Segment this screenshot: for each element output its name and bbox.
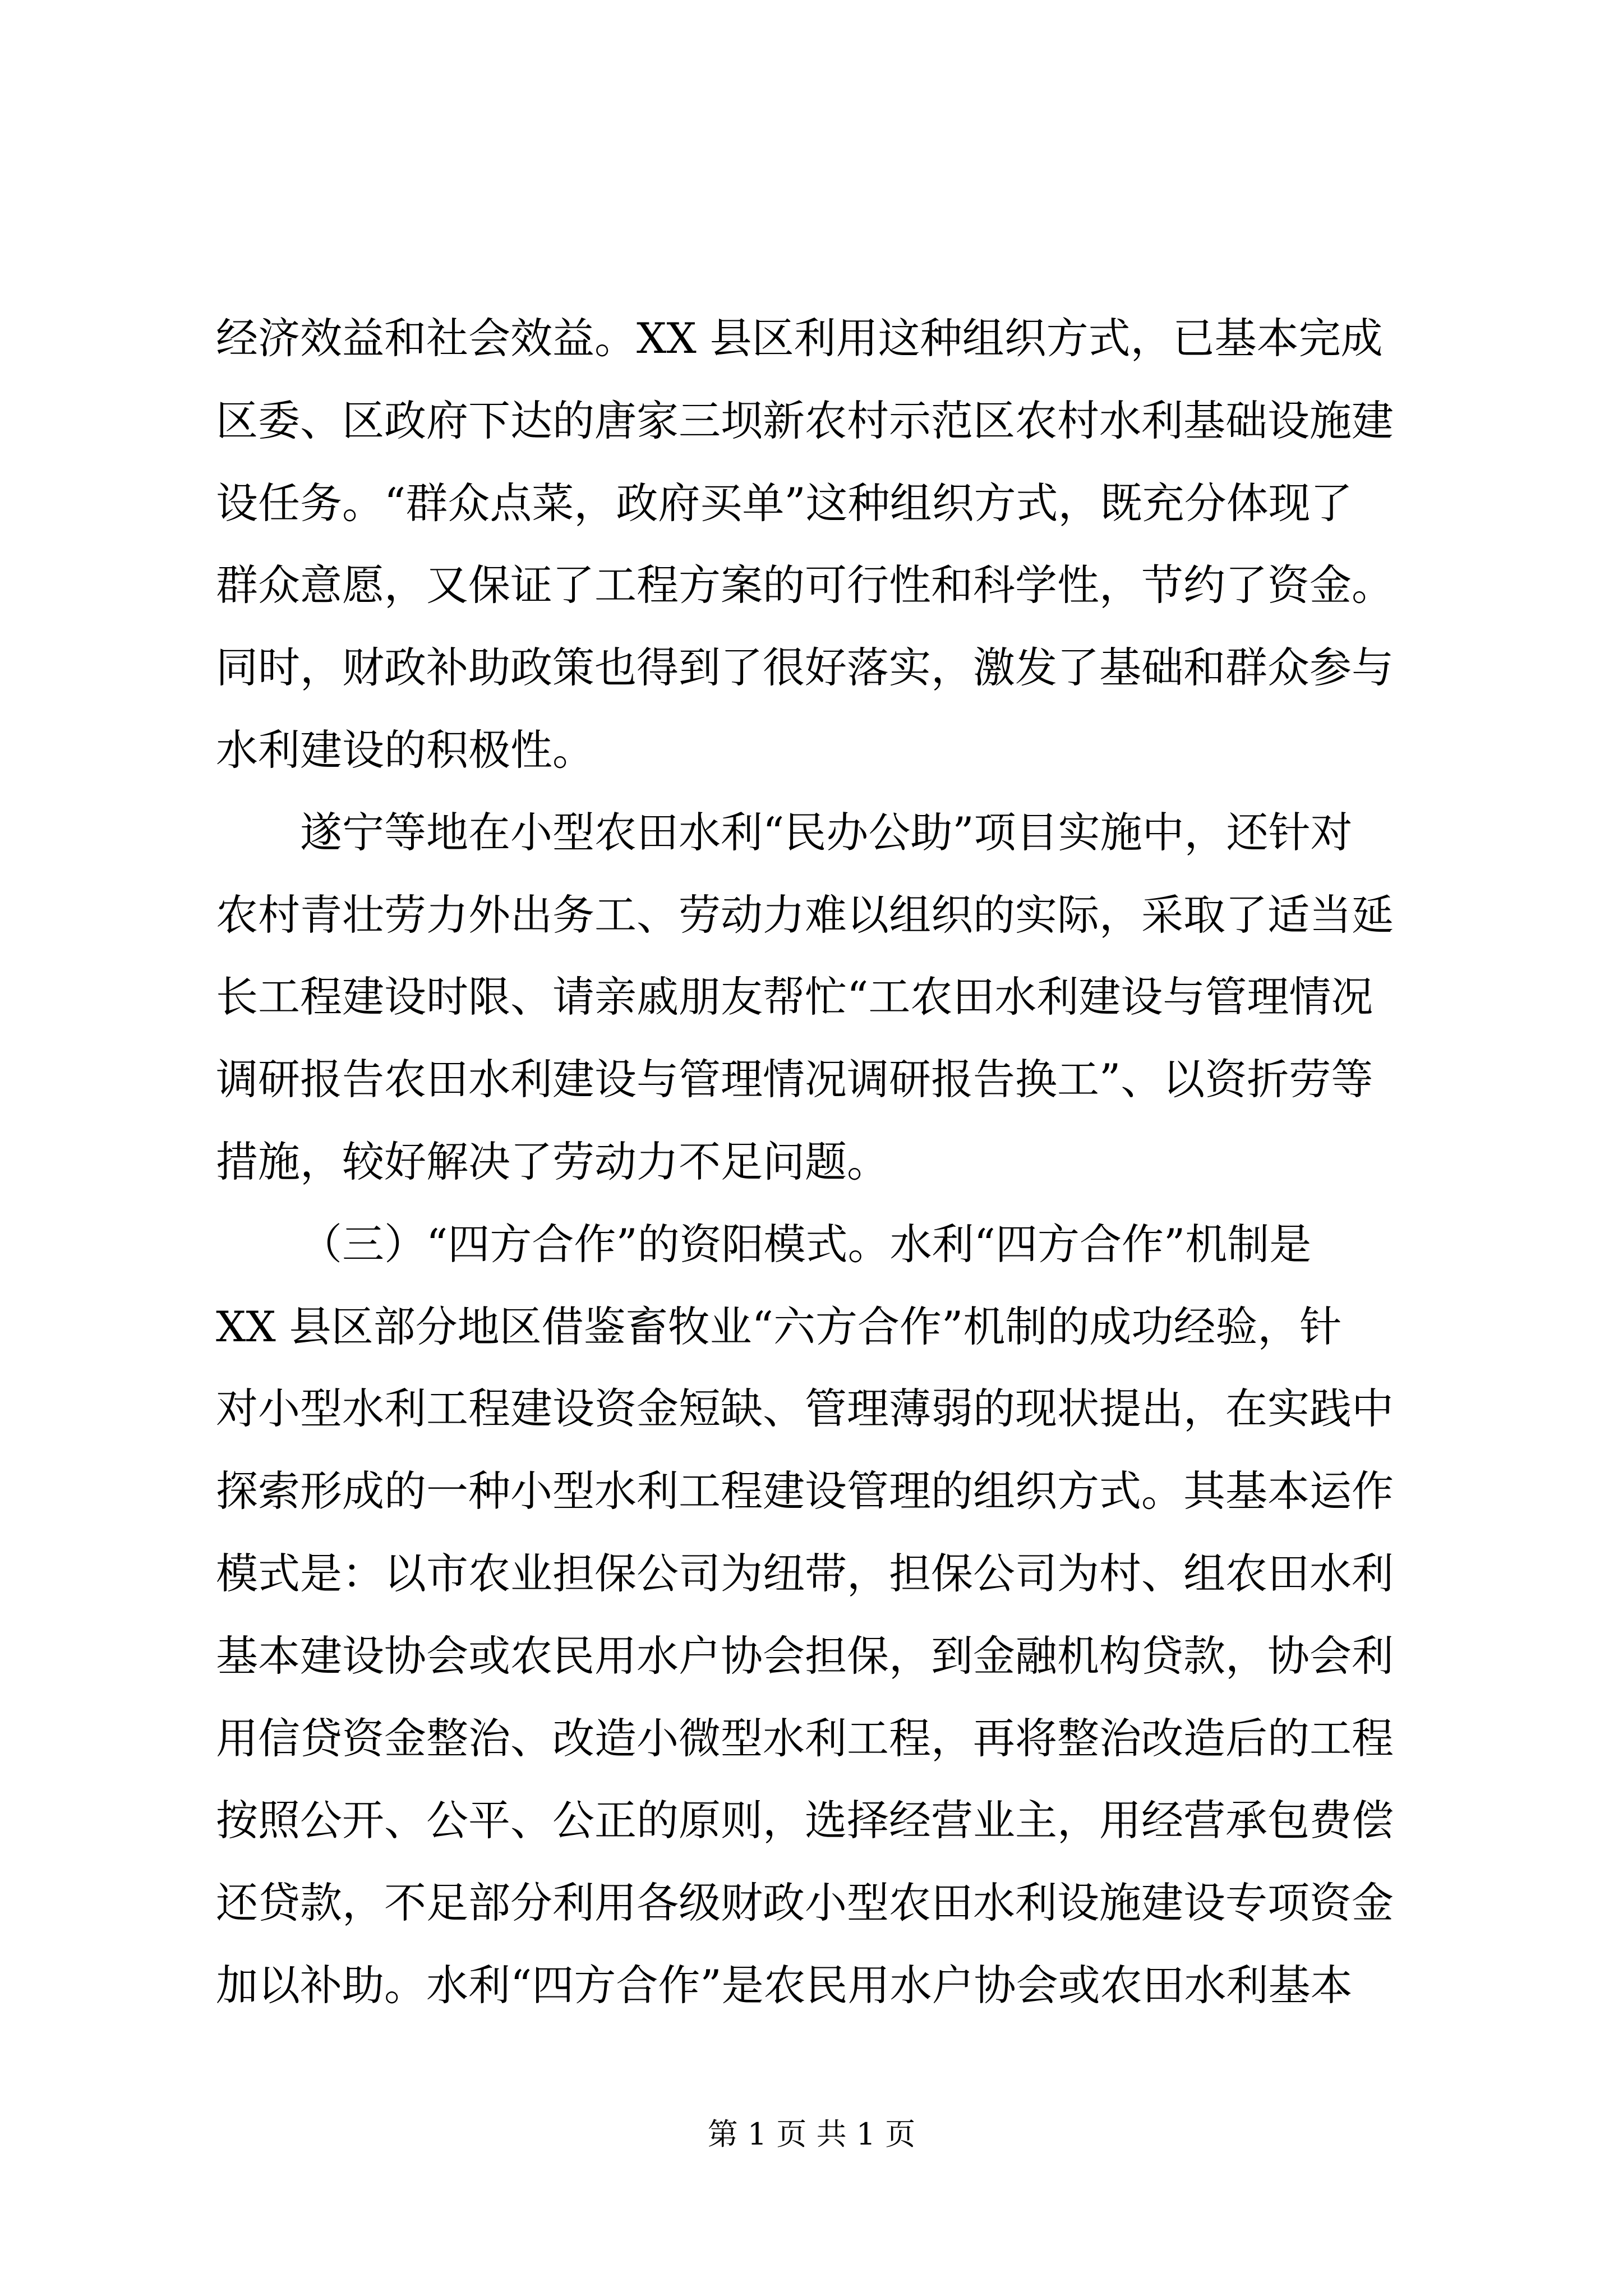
text-line: 遂宁等地在小型农田水利“民办公助”项目实施中，还针对: [300, 807, 1353, 857]
body-text: [216, 297, 1422, 2027]
text-line: 水利建设的积极性。: [216, 725, 595, 775]
text-line: 农村青壮劳力外出务工、劳动力难以组织的实际，采取了适当延: [216, 890, 1394, 940]
text-line: 按照公开、公平、公正的原则，选择经营业主，用经营承包费偿: [216, 1796, 1394, 1846]
text-line: 长工程建设时限、请亲戚朋友帮忙“工农田水利建设与管理情况: [216, 972, 1373, 1022]
text-line: 措施，较好解决了劳动力不足问题。: [216, 1137, 889, 1186]
text-line: 模式是：以市农业担保公司为纽带，担保公司为村、组农田水利: [216, 1548, 1394, 1598]
text-line: 设任务。“群众点菜，政府买单”这种组织方式，既充分体现了: [216, 478, 1353, 528]
text-line: 群众意愿，又保证了工程方案的可行性和科学性，节约了资金。: [216, 560, 1394, 610]
text-line: 加以补助。水利“四方合作”是农民用水户协会或农田水利基本: [216, 1960, 1353, 2010]
text-line: 基本建设协会或农民用水户协会担保，到金融机构贷款，协会利: [216, 1631, 1394, 1681]
text-line: 还贷款，不足部分利用各级财政小型农田水利设施建设专项资金: [216, 1878, 1394, 1928]
text-line: 调研报告农田水利建设与管理情况调研报告换工”、以资折劳等: [216, 1055, 1373, 1105]
text-line: 用信贷资金整治、改造小微型水利工程，再将整治改造后的工程: [216, 1713, 1394, 1763]
page-footer: 第 1 页 共 1 页: [707, 2116, 916, 2152]
text-line: 区委、区政府下达的唐家三坝新农村示范区农村水利基础设施建: [216, 395, 1394, 445]
text-line: 经济效益和社会效益。XX 县区利用这种组织方式，已基本完成: [216, 314, 1383, 363]
text-line: XX 县区部分地区借鉴畜牧业“六方合作”机制的成功经验，针: [216, 1301, 1342, 1351]
text-line: 对小型水利工程建设资金短缺、管理薄弱的现状提出，在实践中: [216, 1384, 1394, 1434]
text-line: 探索形成的一种小型水利工程建设管理的组织方式。其基本运作: [216, 1466, 1394, 1516]
text-line: （三）“四方合作”的资阳模式。水利“四方合作”机制是: [300, 1219, 1312, 1269]
text-line: 同时，财政补助政策也得到了很好落实，激发了基础和群众参与: [216, 643, 1394, 693]
